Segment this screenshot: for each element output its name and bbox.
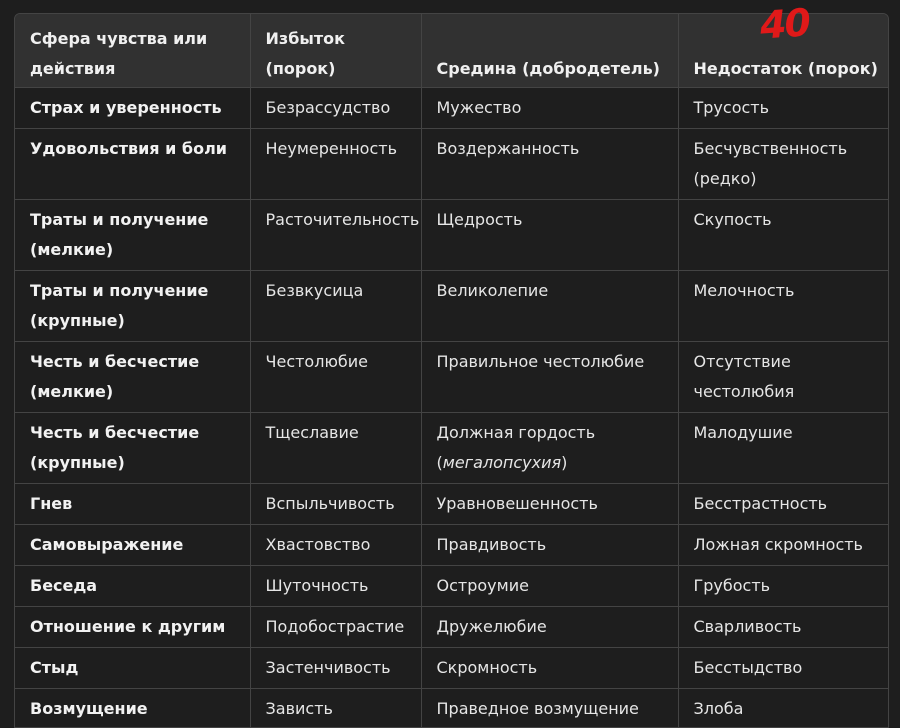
cell-excess: Застенчивость: [250, 647, 421, 688]
cell-deficiency: Малодушие: [678, 412, 888, 483]
cell-deficiency: Мелочность: [678, 270, 888, 341]
cell-mean: Великолепие: [421, 270, 678, 341]
virtues-table-container: [14, 13, 889, 728]
cell-excess: Вспыльчивость: [250, 483, 421, 524]
cell-mean: Правильное честолюбие: [421, 341, 678, 412]
cell-mean: Праведное возмущение: [421, 688, 678, 728]
cell-mean: Щедрость: [421, 199, 678, 270]
cell-mean: Должная гордость (мегалопсухия): [421, 412, 678, 483]
cell-excess: Тщеславие: [250, 412, 421, 483]
cell-deficiency: Злоба: [678, 688, 888, 728]
header-deficiency: Недостаток (порок): [678, 14, 888, 87]
cell-excess: Шуточность: [250, 565, 421, 606]
cell-deficiency: Бесстыдство: [678, 647, 888, 688]
table-row: [15, 688, 888, 728]
cell-sphere: Честь и бесчестие (крупные): [15, 412, 250, 483]
table-row: [15, 483, 888, 524]
cell-sphere: Беседа: [15, 565, 250, 606]
cell-deficiency: Грубость: [678, 565, 888, 606]
cell-mean: Мужество: [421, 87, 678, 128]
cell-sphere: Страх и уверенность: [15, 87, 250, 128]
cell-deficiency: Бесстрастность: [678, 483, 888, 524]
cell-sphere: Честь и бесчестие (мелкие): [15, 341, 250, 412]
mean-main-text: Должная гордость: [436, 422, 596, 442]
cell-deficiency: Сварливость: [678, 606, 888, 647]
cell-excess: Зависть: [250, 688, 421, 728]
cell-sphere: Самовыражение: [15, 524, 250, 565]
cell-mean: Воздержанность: [421, 128, 678, 199]
cell-sphere: Стыд: [15, 647, 250, 688]
cell-deficiency: Бесчувственность (редко): [678, 128, 888, 199]
cell-mean: Остроумие: [421, 565, 678, 606]
cell-deficiency: Ложная скромность: [678, 524, 888, 565]
table-row: [15, 199, 888, 270]
cell-deficiency: Трусость: [678, 87, 888, 128]
table-row: [15, 87, 888, 128]
header-sphere: Сфера чувства или действия: [15, 14, 250, 87]
cell-deficiency: Отсутствие честолюбия: [678, 341, 888, 412]
virtues-table: [15, 14, 888, 728]
table-row: [15, 412, 888, 483]
mean-term-italic: мегалопсухия: [442, 452, 562, 472]
cell-mean: Уравновешенность: [421, 483, 678, 524]
table-row: [15, 524, 888, 565]
cell-excess: Неумеренность: [250, 128, 421, 199]
cell-excess: Честолюбие: [250, 341, 421, 412]
handwritten-page-number: 40: [758, 0, 811, 48]
table-header-row: [15, 14, 888, 87]
header-excess: Избыток (порок): [250, 14, 421, 87]
cell-excess: Подобострастие: [250, 606, 421, 647]
cell-excess: Безвкусица: [250, 270, 421, 341]
table-row: [15, 647, 888, 688]
cell-excess: Безрассудство: [250, 87, 421, 128]
cell-deficiency: Скупость: [678, 199, 888, 270]
table-row: [15, 341, 888, 412]
table-row: [15, 606, 888, 647]
cell-mean: Правдивость: [421, 524, 678, 565]
cell-excess: Хвастовство: [250, 524, 421, 565]
cell-sphere: Удовольствия и боли: [15, 128, 250, 199]
cell-mean: Скромность: [421, 647, 678, 688]
cell-mean: Дружелюбие: [421, 606, 678, 647]
table-row: [15, 565, 888, 606]
cell-sphere: Траты и получение (мелкие): [15, 199, 250, 270]
table-row: [15, 270, 888, 341]
cell-sphere: Отношение к другим: [15, 606, 250, 647]
header-mean: Средина (добродетель): [421, 14, 678, 87]
cell-sphere: Возмущение: [15, 688, 250, 728]
cell-sphere: Гнев: [15, 483, 250, 524]
cell-excess: Расточительность: [250, 199, 421, 270]
cell-sphere: Траты и получение (крупные): [15, 270, 250, 341]
table-row: [15, 128, 888, 199]
